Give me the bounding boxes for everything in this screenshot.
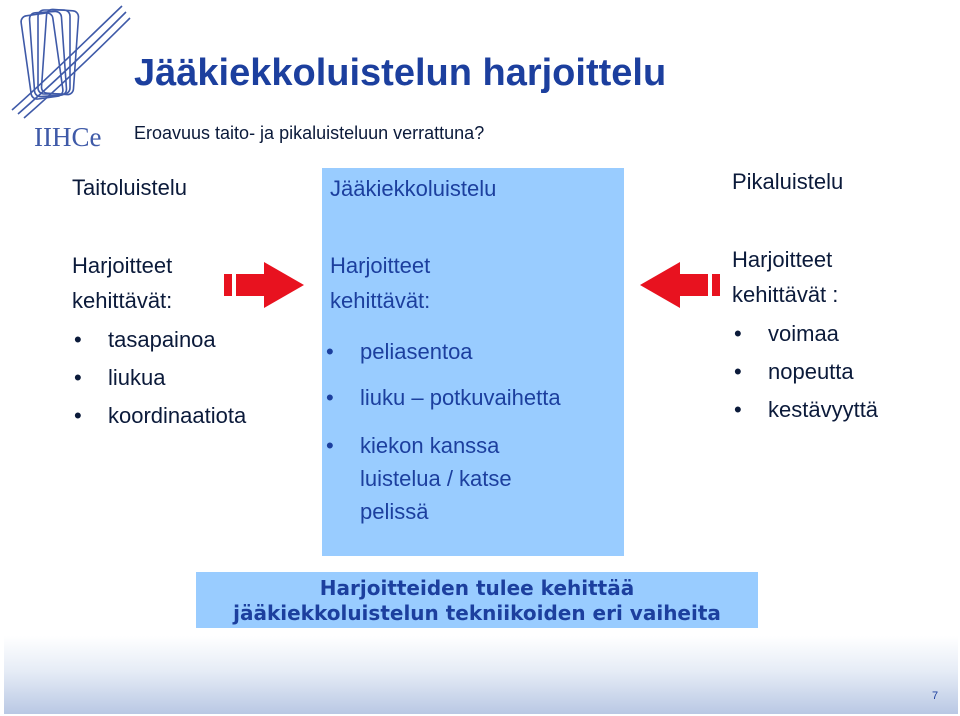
conclusion-line1: Harjoitteiden tulee kehittää	[319, 576, 635, 600]
bullet-icon: •	[326, 433, 334, 458]
bullet-icon: •	[734, 359, 742, 384]
conclusion-line2: jääkiekkoluistelun tekniikoiden eri vaiheita	[233, 601, 721, 625]
iihce-logo	[4, 2, 132, 152]
right-heading: Pikaluistelu	[732, 169, 844, 194]
left-heading: Taitoluistelu	[72, 175, 187, 200]
bullet-icon: •	[74, 403, 82, 428]
list-item: • koordinaatiota	[74, 403, 247, 428]
bullet-icon: •	[74, 327, 82, 352]
left-intro-line1: Harjoitteet	[72, 253, 173, 278]
center-heading: Jääkiekkoluistelu	[330, 176, 497, 201]
list-item: • peliasentoa	[326, 339, 473, 364]
conclusion-text	[196, 576, 758, 626]
bullet-icon: •	[326, 339, 334, 364]
page-title: Jääkiekkoluistelun harjoittelu	[134, 52, 667, 94]
center-intro-line2: kehittävät:	[330, 288, 431, 313]
right-list	[734, 321, 879, 435]
list-item: • liuku – potkuvaihetta	[326, 385, 561, 410]
list-item: • nopeutta	[734, 359, 854, 384]
center-intro-line1: Harjoitteet	[330, 253, 431, 278]
left-intro	[72, 248, 172, 318]
right-intro	[732, 242, 838, 312]
right-intro-line1: Harjoitteet	[732, 247, 833, 272]
list-item: • liukua	[74, 365, 166, 390]
left-intro-line2: kehittävät:	[72, 288, 173, 313]
bullet-icon: •	[74, 365, 82, 390]
footer-band	[4, 636, 958, 714]
bullet-icon: •	[734, 321, 742, 346]
list-item: • kestävyyttä	[734, 397, 879, 422]
center-intro	[330, 248, 430, 318]
page-number: 7	[932, 690, 939, 702]
arrow-left-icon	[638, 262, 722, 308]
list-item: • voimaa	[734, 321, 839, 346]
logo-text: IIHCe	[34, 122, 102, 152]
arrow-right-icon	[222, 262, 306, 308]
list-item: • kiekon kanssa luistelua / katse pelissä	[360, 429, 561, 528]
page-subtitle: Eroavuus taito- ja pikaluisteluun verrattuna?	[134, 123, 485, 143]
left-list	[74, 327, 247, 441]
center-list	[326, 339, 561, 530]
bullet-icon: •	[734, 397, 742, 422]
logo-graphic	[4, 2, 132, 152]
bullet-icon: •	[326, 385, 334, 410]
list-item: • tasapainoa	[74, 327, 216, 352]
right-intro-line2: kehittävät :	[732, 282, 839, 307]
